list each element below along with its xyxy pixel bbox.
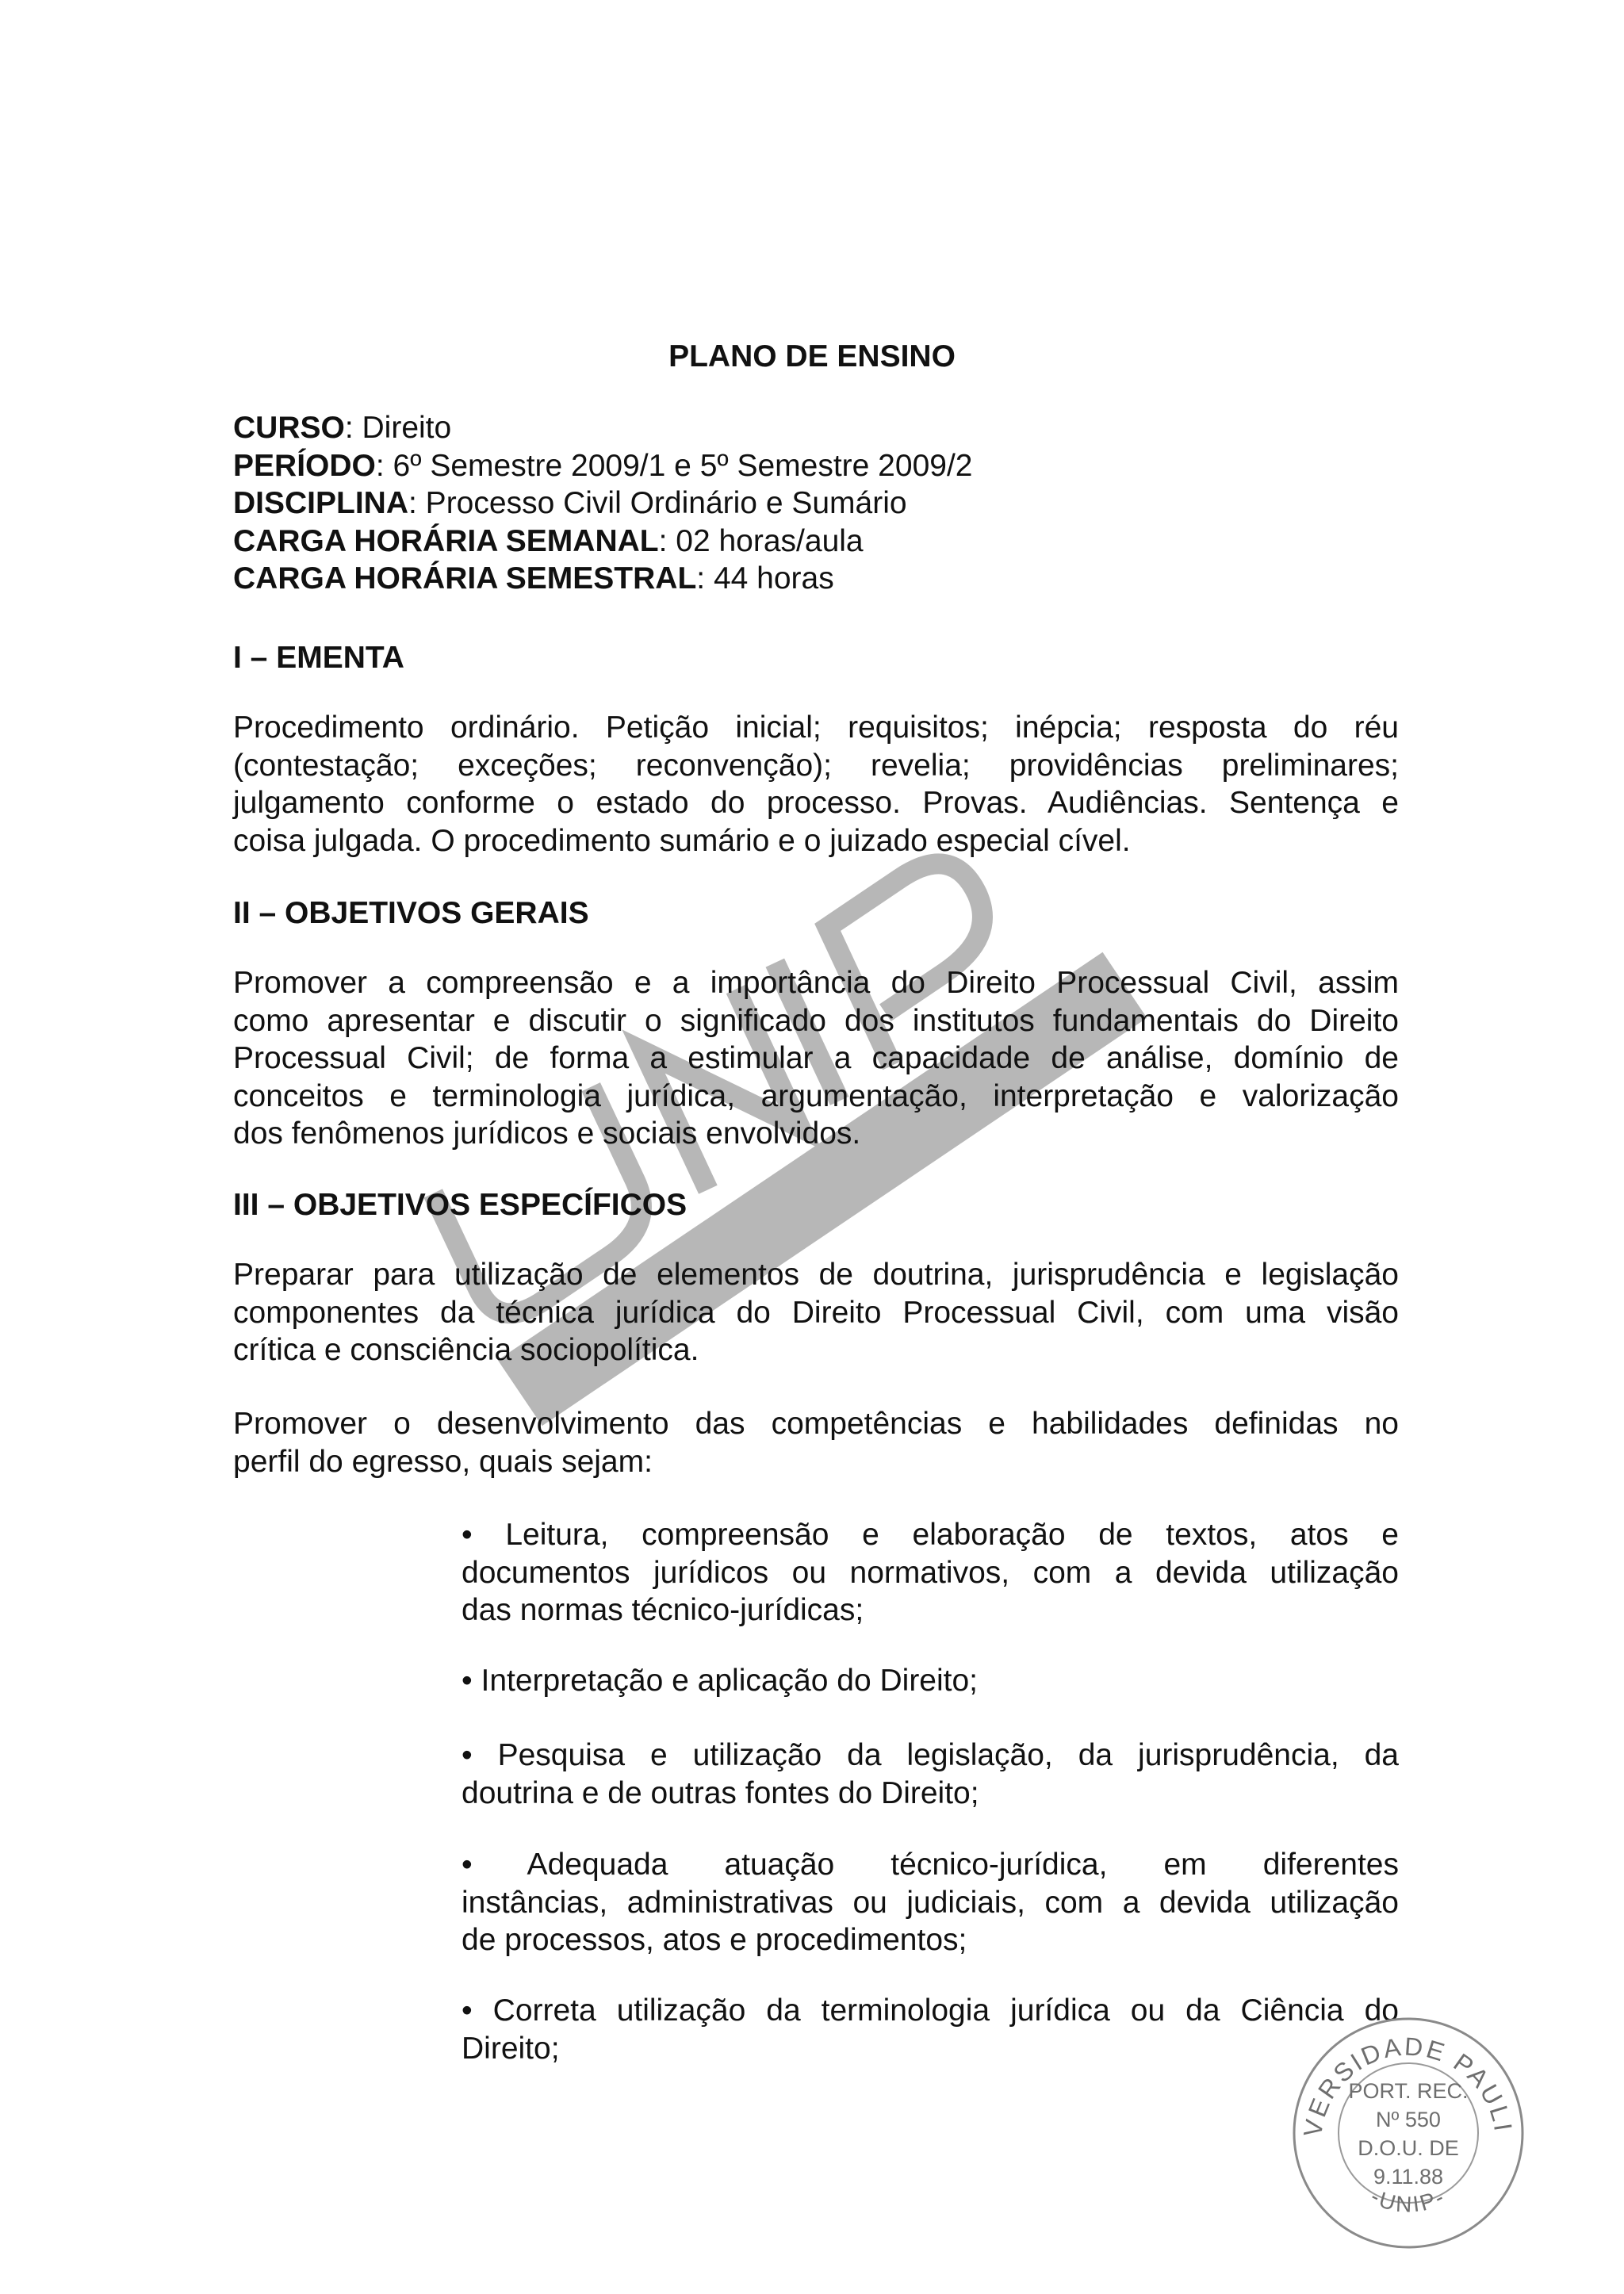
- list-item: • Leitura, compreensão e elaboração de textos, atos e documentos jurídicos ou normativos, com a devida utilização das normas técnico-jurídicas;: [462, 1518, 1399, 1627]
- list-item: • Adequada atuação técnico-jurídica, em diferentes instâncias, administrativas ou judiciais, com a devida utilização de processos, atos e procedimentos;: [462, 1848, 1399, 1957]
- course-field: CURSO: Direito: [233, 411, 452, 445]
- discipline-field: DISCIPLINA: Processo Civil Ordinário e Sumário: [233, 486, 907, 520]
- list-item: • Correta utilização da terminologia jurídica ou da Ciência do Direito;: [462, 1993, 1399, 2066]
- course-info: [233, 409, 1399, 598]
- svg-text:-UNIP-: -UNIP-: [1366, 2184, 1450, 2217]
- objetivos-especificos-para-1: Preparar para utilização de elementos de doutrina, jurisprudência e legislação componentes da técnica jurídica do Direito Processual Civil, com uma visão crítica e consciência sociopolítica.: [233, 1258, 1399, 1367]
- list-item: • Pesquisa e utilização da legislação, da jurisprudência, da doutrina e de outras fontes do Direito;: [462, 1738, 1399, 1810]
- svg-text:D.O.U. DE: D.O.U. DE: [1358, 2136, 1459, 2160]
- objetivos-gerais-text: Promover a compreensão e a importância do Direito Processual Civil, assim como apresentar e discutir o significado dos institutos fundamentais do Direito Processual Civil; de forma a estimular a capacidade de análise, domínio de conceitos e terminologia jurídica, argumentação, interpretação e valorização dos fenômenos jurídicos e sociais envolvidos.: [233, 966, 1399, 1151]
- svg-text:9.11.88: 9.11.88: [1373, 2165, 1444, 2189]
- semester-hours-field: CARGA HORÁRIA SEMESTRAL: 44 horas: [233, 561, 834, 596]
- objetivos-especificos-heading: III – OBJETIVOS ESPECÍFICOS: [233, 1188, 688, 1222]
- svg-text:UNIVERSIDADE PAULISTA: VERSIDADE PAULI: [1297, 2032, 1519, 2139]
- svg-text:PORT. REC.: PORT. REC.: [1348, 2079, 1469, 2103]
- objetivos-especificos-para-2: Promover o desenvolvimento das competências e habilidades definidas no perfil do egresso, quais sejam:: [233, 1407, 1399, 1479]
- objetivos-gerais-heading: II – OBJETIVOS GERAIS: [233, 896, 589, 930]
- ementa-text: Procedimento ordinário. Petição inicial; requisitos; inépcia; resposta do réu (contestação; exceções; reconvenção); revelia; providências preliminares; julgamento conforme o estado do processo. Provas. Audiências. Sentença e coisa julgada. O procedimento sumário e o juizado especial cível.: [233, 710, 1399, 858]
- svg-text:Nº 550: Nº 550: [1376, 2108, 1441, 2131]
- ementa-heading: I – EMENTA: [233, 641, 404, 675]
- weekly-hours-field: CARGA HORÁRIA SEMANAL: 02 horas/aula: [233, 523, 864, 558]
- list-item: • Interpretação e aplicação do Direito;: [462, 1664, 979, 1698]
- page-title: PLANO DE ENSINO: [668, 339, 956, 373]
- university-seal: [1291, 2016, 1526, 2250]
- seal-stamp-icon: [1291, 2016, 1526, 2250]
- period-field: PERÍODO: 6º Semestre 2009/1 e 5º Semestre 2009/2: [233, 448, 973, 483]
